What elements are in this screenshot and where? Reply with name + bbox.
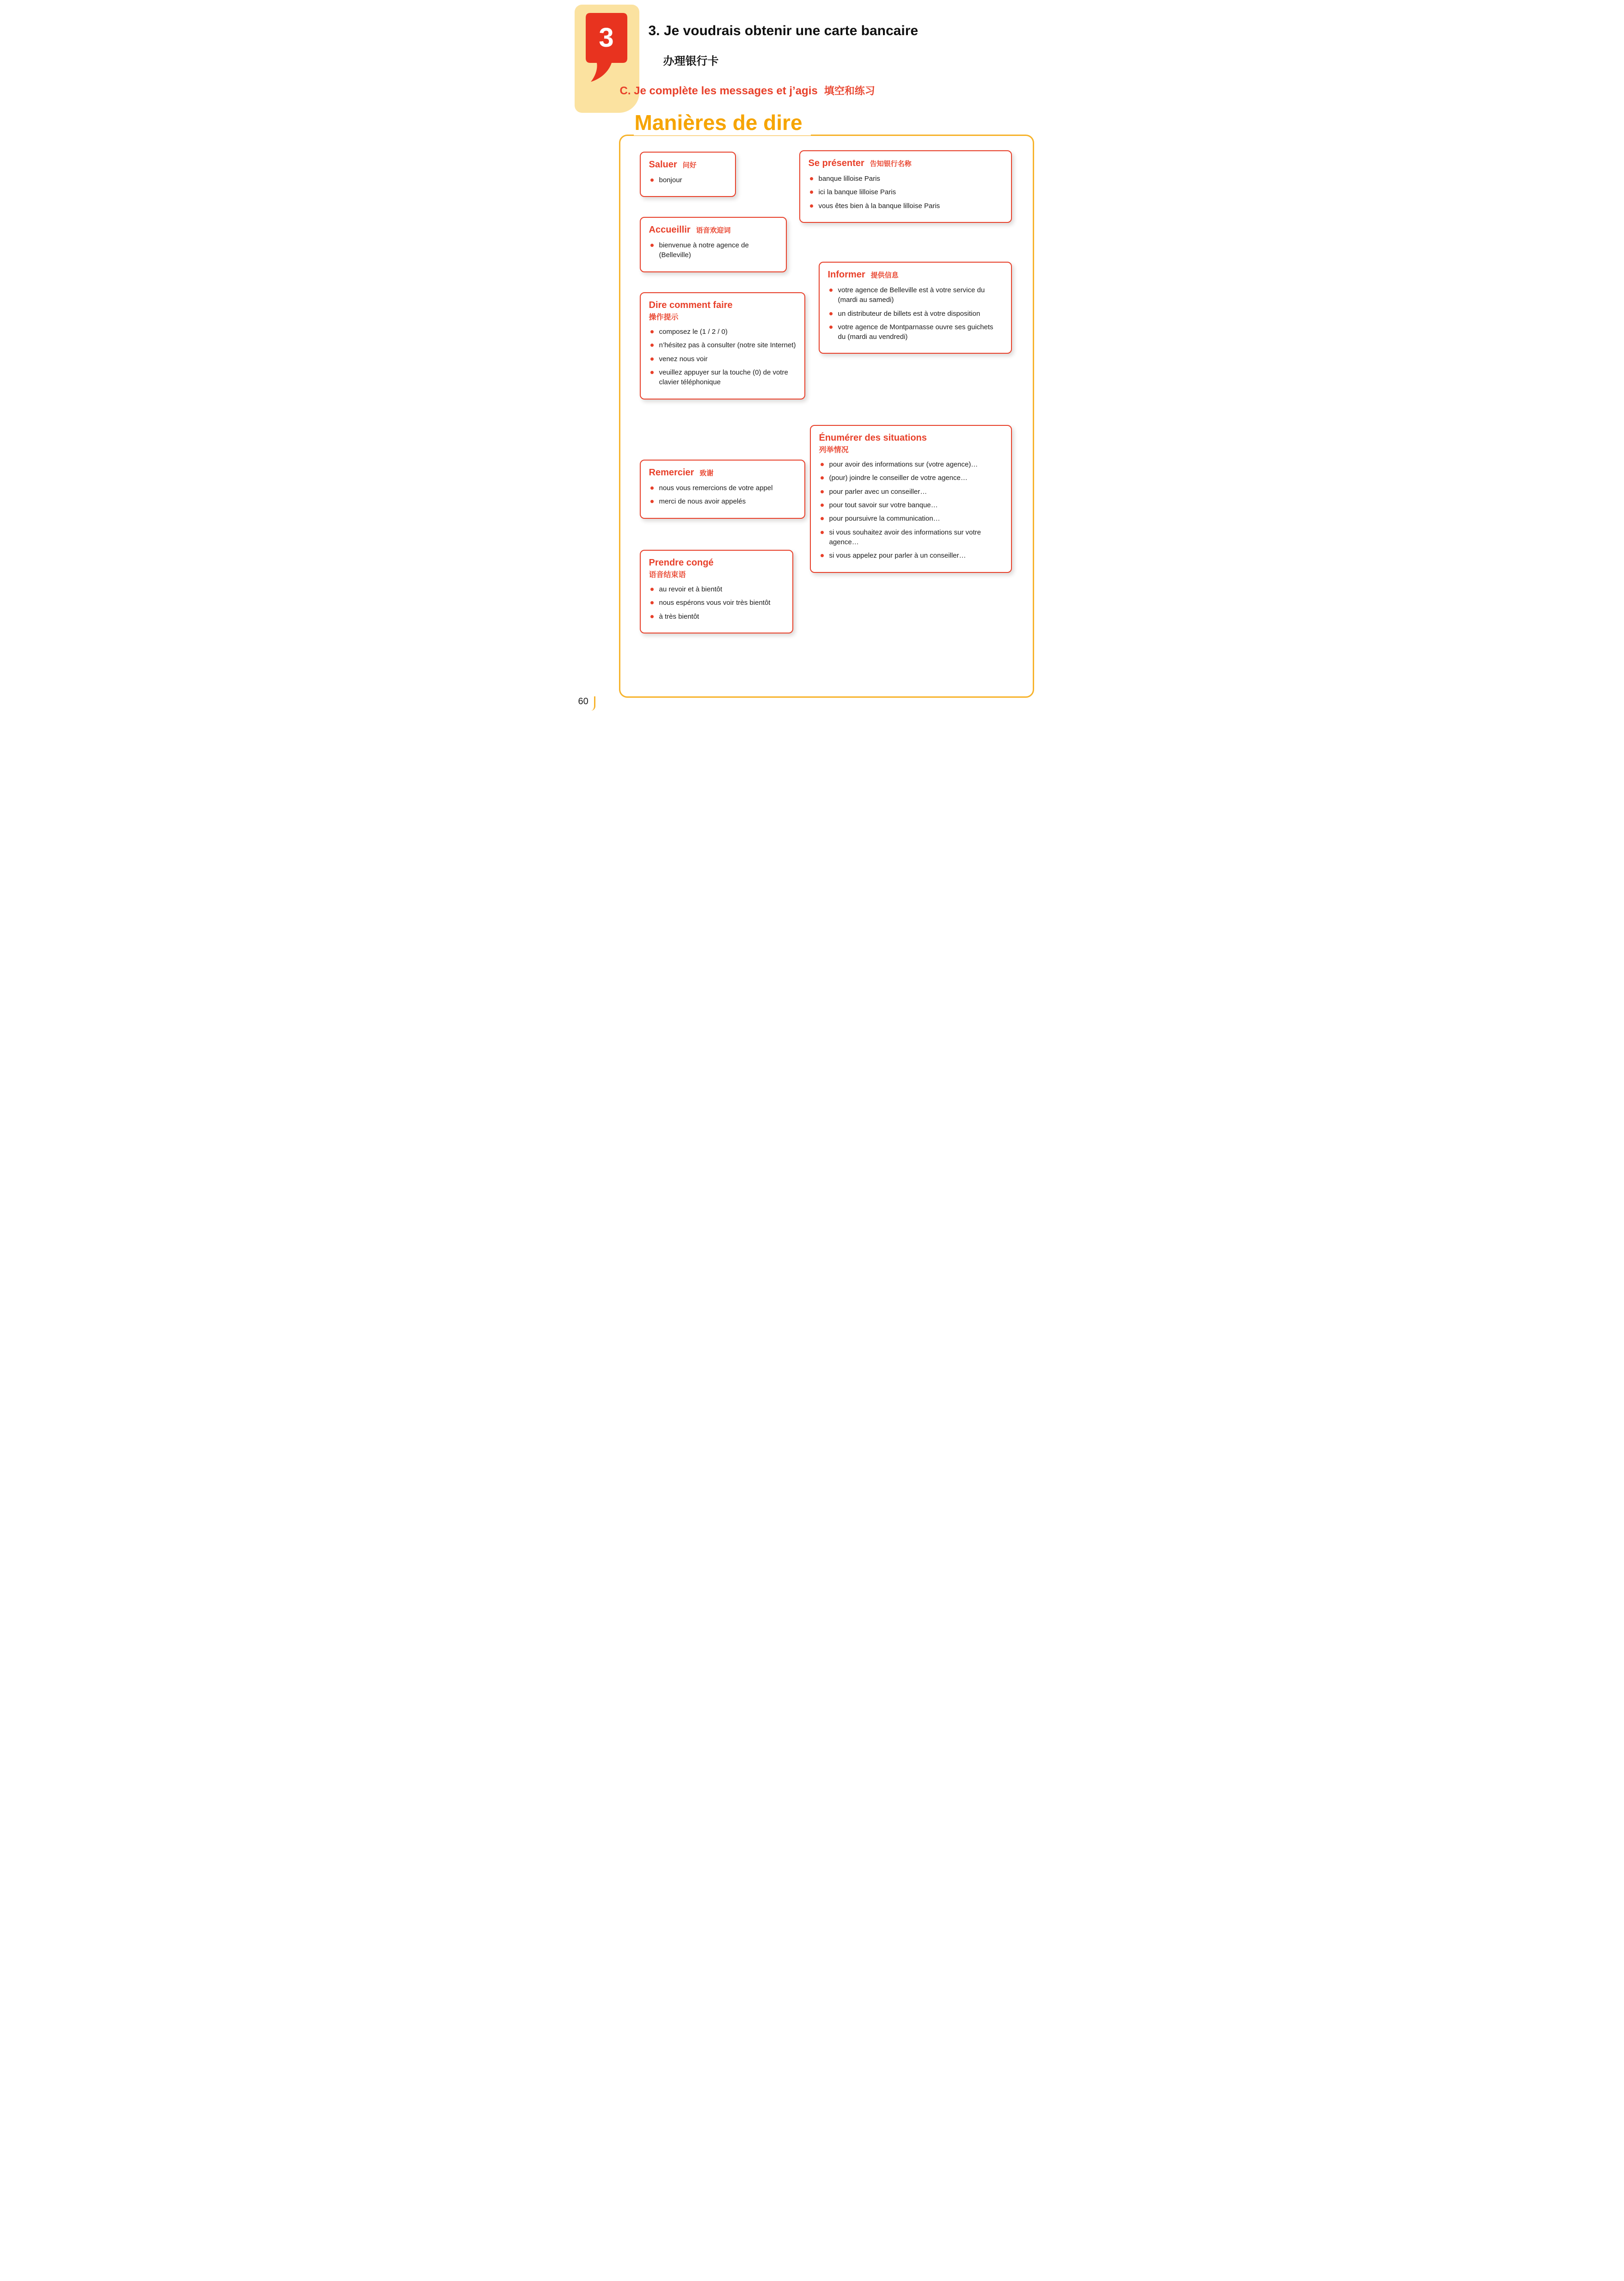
card-title xyxy=(828,269,1003,280)
card-title xyxy=(809,158,1003,169)
card-title-french: Informer xyxy=(827,270,865,280)
card-items xyxy=(649,483,796,507)
list-item: banque lilloise Paris xyxy=(809,174,1003,184)
card-items xyxy=(649,240,778,260)
card-items xyxy=(649,175,727,185)
card-items xyxy=(809,174,1003,211)
list-item: n’hésitez pas à consulter (notre site Internet) xyxy=(649,340,796,350)
textbook-page xyxy=(558,0,1066,714)
list-item: (pour) joindre le conseiller de votre agence… xyxy=(819,473,1003,483)
card-title-french: Énumérer des situations xyxy=(819,433,927,443)
list-item: un distributeur de billets est à votre disposition xyxy=(828,309,1003,319)
card-dire-comment-faire xyxy=(640,292,805,400)
card-title-french: Saluer xyxy=(649,160,677,170)
card-title xyxy=(649,467,796,478)
card-remercier xyxy=(640,460,805,519)
card-title-french: Accueillir xyxy=(649,225,691,235)
section-label-french: C. Je complète les messages et j’agis xyxy=(619,85,818,97)
list-item: pour avoir des informations sur (votre agence)… xyxy=(819,460,1003,469)
list-item: pour parler avec un conseiller… xyxy=(819,487,1003,497)
section-label-chinese: 填空和练习 xyxy=(824,85,875,97)
card-title-chinese: 致谢 xyxy=(699,469,714,477)
list-item: votre agence de Belleville est à votre service du (mardi au samedi) xyxy=(828,285,1003,305)
page-number: 60 xyxy=(578,696,595,711)
list-item: ici la banque lilloise Paris xyxy=(809,187,1003,197)
card-prendre-conge xyxy=(640,550,793,633)
card-title-french: Remercier xyxy=(649,467,694,478)
list-item: composez le (1 / 2 / 0) xyxy=(649,327,796,337)
card-title-chinese: 语音欢迎词 xyxy=(696,227,731,234)
card-items xyxy=(649,327,796,387)
list-item: nous vous remercions de votre appel xyxy=(649,483,796,493)
manieres-de-dire-heading: Manières de dire xyxy=(634,111,811,135)
list-item: au revoir et à bientôt xyxy=(649,584,784,594)
list-item: venez nous voir xyxy=(649,354,796,364)
card-title-chinese: 提供信息 xyxy=(870,271,899,279)
card-informer xyxy=(819,262,1012,354)
card-title xyxy=(649,159,727,170)
card-title-french: Prendre congé xyxy=(649,558,714,568)
list-item: bonjour xyxy=(649,175,727,185)
list-item: si vous souhaitez avoir des informations sur votre agence… xyxy=(819,528,1003,547)
lesson-title-french: 3. Je voudrais obtenir une carte bancaire xyxy=(648,23,919,38)
card-title-french: Dire comment faire xyxy=(649,300,733,310)
card-saluer xyxy=(640,152,736,197)
card-title-chinese: 告知银行名称 xyxy=(870,160,912,168)
card-items xyxy=(649,584,784,621)
card-title xyxy=(649,224,778,235)
list-item: pour poursuivre la communication… xyxy=(819,514,1003,523)
section-label xyxy=(620,83,875,98)
card-title xyxy=(649,557,784,579)
card-items xyxy=(819,460,1003,560)
card-title xyxy=(819,432,1003,455)
card-title-chinese: 问好 xyxy=(682,161,697,169)
list-item: à très bientôt xyxy=(649,612,784,621)
card-title-chinese: 列举情况 xyxy=(819,446,849,454)
card-title xyxy=(649,300,796,322)
list-item: merci de nous avoir appelés xyxy=(649,497,796,506)
list-item: pour tout savoir sur votre banque… xyxy=(819,500,1003,510)
card-enumerer-situations xyxy=(810,425,1012,573)
list-item: vous êtes bien à la banque lilloise Paris xyxy=(809,201,1003,211)
card-items xyxy=(828,285,1003,342)
list-item: bienvenue à notre agence de (Belleville) xyxy=(649,240,778,260)
card-title-chinese: 操作提示 xyxy=(649,314,679,321)
chapter-number: 3 xyxy=(599,22,614,53)
card-title-french: Se présenter xyxy=(808,158,864,168)
manieres-panel xyxy=(619,135,1034,698)
card-accueillir xyxy=(640,217,787,272)
card-se-presenter xyxy=(799,150,1012,223)
card-title-chinese: 语音结束语 xyxy=(649,571,686,579)
list-item: si vous appelez pour parler à un conseiller… xyxy=(819,551,1003,560)
list-item: votre agence de Montparnasse ouvre ses guichets du (mardi au vendredi) xyxy=(828,322,1003,342)
list-item: veuillez appuyer sur la touche (0) de votre clavier téléphonique xyxy=(649,368,796,387)
lesson-title-chinese: 办理银行卡 xyxy=(663,55,719,68)
list-item: nous espérons vous voir très bientôt xyxy=(649,598,784,608)
